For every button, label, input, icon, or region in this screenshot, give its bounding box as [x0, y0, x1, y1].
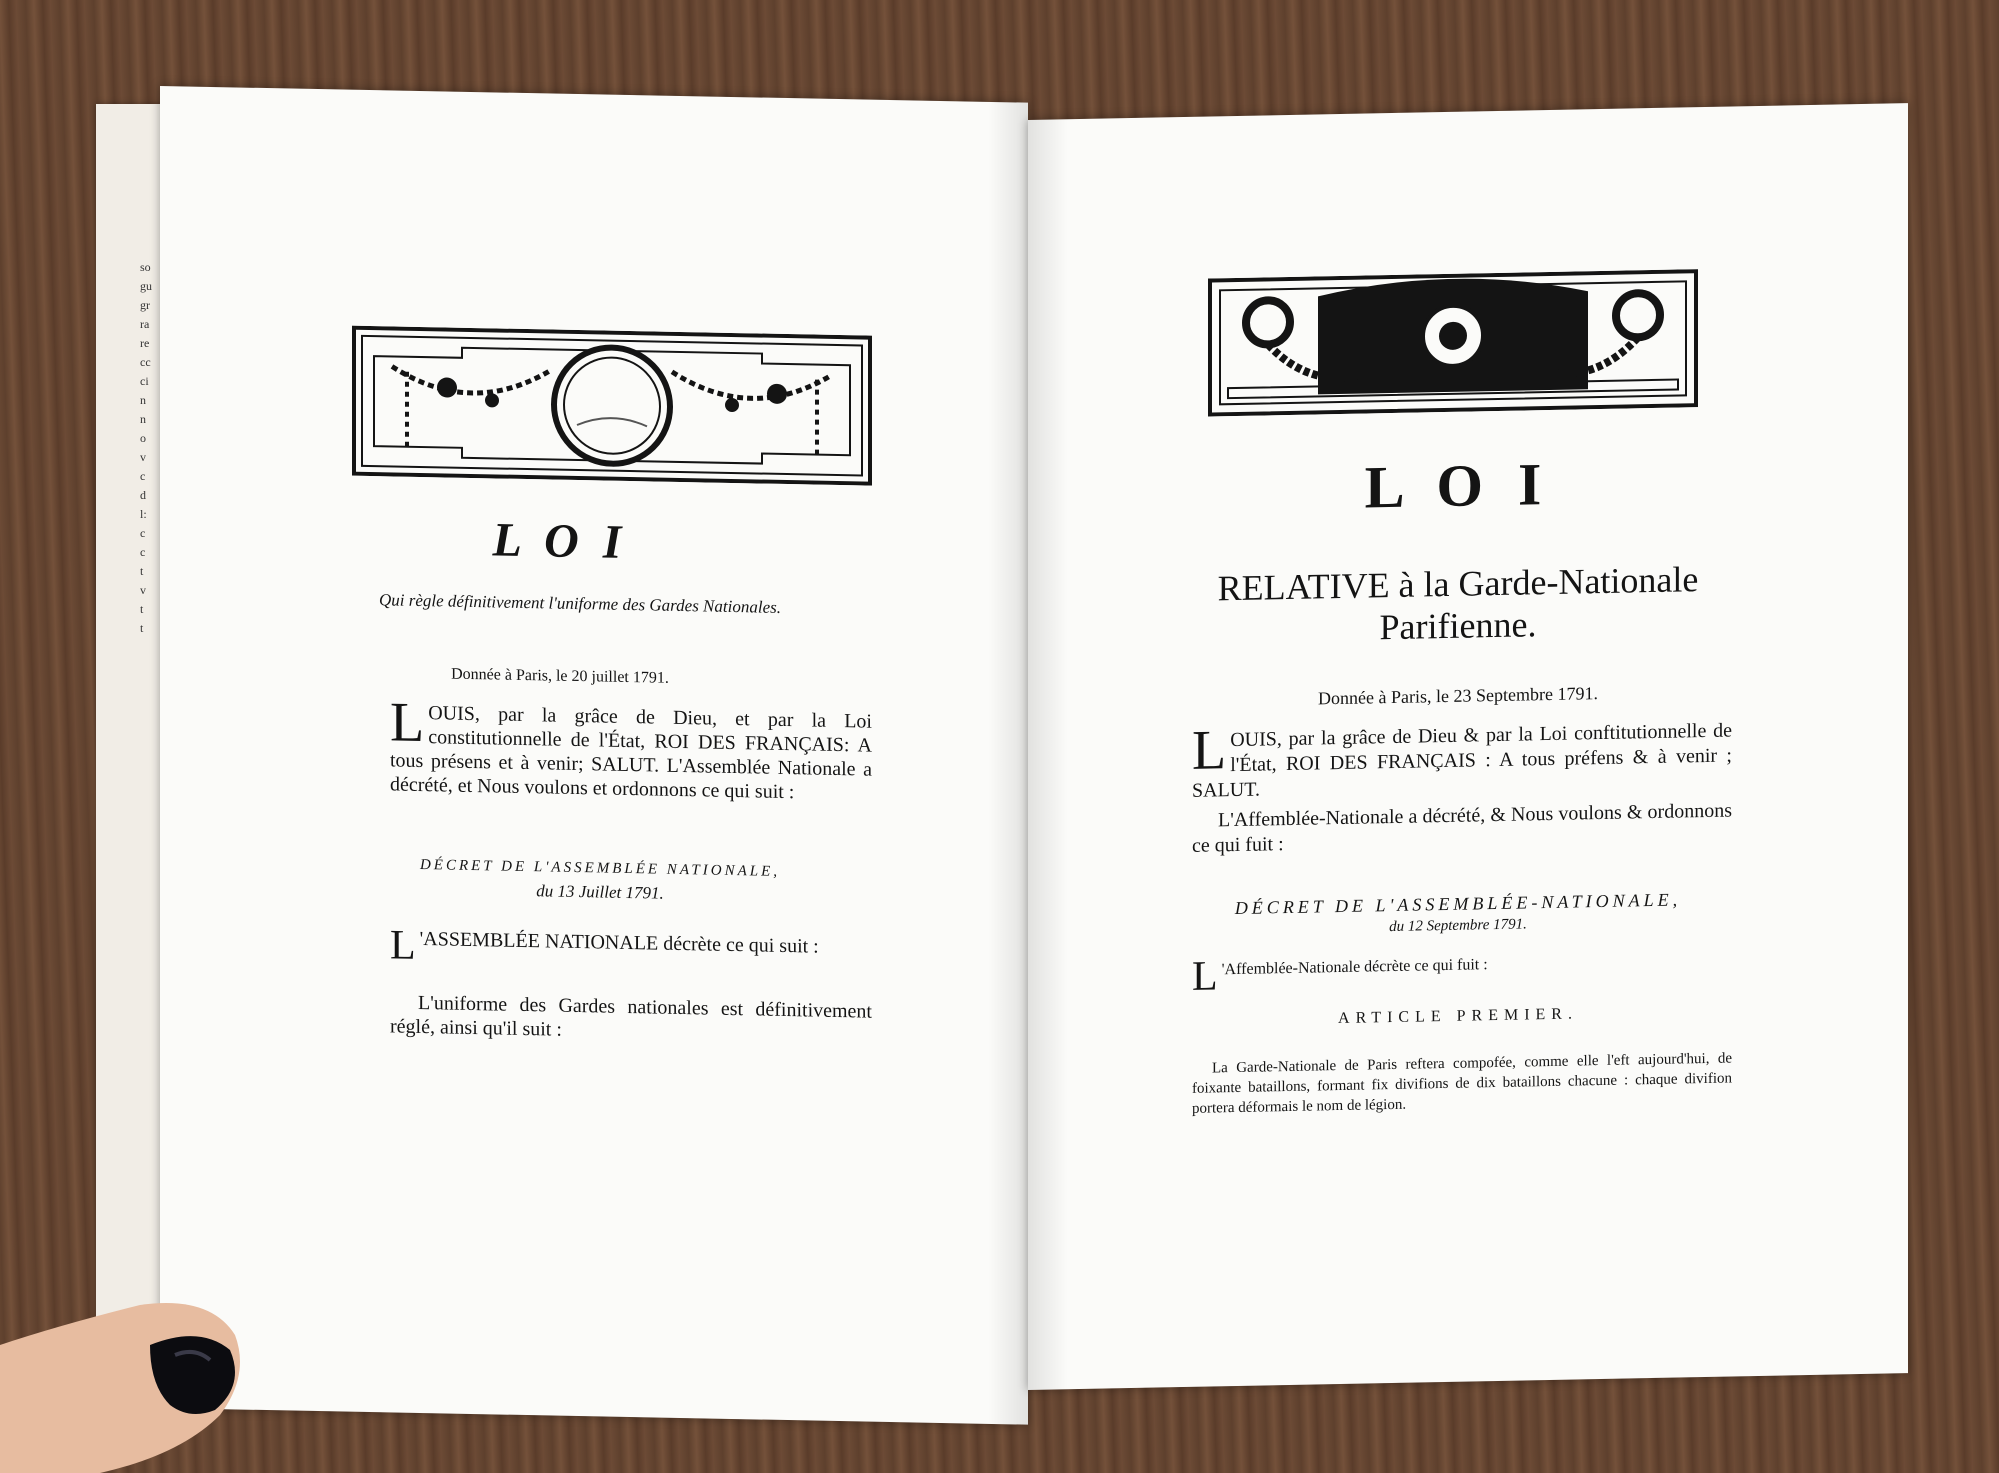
body-text: 'ASSEMBLÉE NATIONALE décrète ce qui suit : — [419, 927, 819, 958]
side-page-fragment: d — [140, 488, 146, 502]
side-page-fragment: c — [140, 545, 146, 559]
decree-title: DÉCRET DE L'ASSEMBLÉE NATIONALE, — [419, 856, 781, 880]
decree-title: DÉCRET DE L'ASSEMBLÉE-NATIONALE, — [1234, 889, 1682, 919]
left-page — [160, 86, 1028, 1425]
ornamental-header-engraving-left — [352, 326, 872, 486]
body-dropcap: L — [390, 922, 416, 969]
body-text: 'Affemblée-Nationale décrète ce qui fuit : — [1221, 956, 1488, 979]
gutter-shadow — [1028, 119, 1068, 1390]
side-page-fragment: t — [140, 621, 144, 635]
side-page-fragment: so — [140, 260, 151, 274]
side-page-fragment: n — [140, 412, 146, 426]
intro-dropcap: L — [390, 691, 425, 755]
side-page-fragment: n — [140, 393, 146, 407]
intro-text: OUIS, par la grâce de Dieu & par la Loi conftitutionnelle de l'État, ROI DES FRANÇAIS : A tous préfens & à venir ; SALUT. — [1192, 719, 1732, 802]
page-subtitle: Qui règle définitivement l'uniforme des Gardes Nationales. — [379, 590, 781, 617]
side-page-fragment: ra — [140, 317, 150, 331]
side-page-fragment: c — [140, 469, 146, 483]
side-page-fragment: cc — [140, 355, 151, 369]
side-page-fragment: v — [140, 583, 146, 597]
body-paragraph: L'uniforme des Gardes nationales est définitivement réglé, ainsi qu'il suit : — [390, 991, 872, 1041]
side-page-fragment: gr — [140, 298, 150, 312]
side-page-fragment: l: — [140, 507, 147, 521]
side-page-fragment: t — [140, 602, 144, 616]
side-page-fragment: re — [140, 336, 150, 350]
right-page — [1028, 103, 1908, 1390]
intro-dropcap: L — [1192, 719, 1227, 782]
gutter-shadow — [988, 102, 1028, 1425]
page-title: L O I — [1364, 450, 1552, 521]
body-intro — [390, 922, 872, 971]
intro-text: OUIS, par la grâce de Dieu, et par la Loi constitutionnelle de l'État, ROI DES FRANÇAIS: A tous présens et à venir; SALUT. L'Assemblée Nationale a décrété, et Nous voulons et ordonnons ce qui suit : — [390, 702, 872, 804]
side-page-fragment: v — [140, 450, 146, 464]
body-intro — [1192, 948, 1732, 1000]
page-title: L O I — [492, 513, 628, 569]
side-page-fragment: gu — [140, 279, 152, 293]
article-heading: ARTICLE PREMIER. — [1338, 1005, 1578, 1028]
ornamental-header-engraving-right — [1208, 269, 1698, 416]
side-page-fragment: ci — [140, 374, 149, 388]
side-page-fragment: o — [140, 431, 146, 445]
side-page-fragment: t — [140, 564, 144, 578]
decree-date: du 13 Juillet 1791. — [536, 881, 664, 903]
page-subtitle-line2: Parifienne. — [1379, 604, 1537, 648]
intro-paragraph — [1192, 718, 1732, 803]
date-line: Donnée à Paris, le 20 juillet 1791. — [451, 665, 669, 687]
page-subtitle-line1: RELATIVE à la Garde-Nationale — [1217, 559, 1699, 609]
article-text: La Garde-Nationale de Paris reftera compofée, comme elle l'eft aujourd'hui, de foixante bataillons, formant fix divifions de dix bataillons chacune : chaque divifion portera déformais le nom de légion. — [1192, 1050, 1732, 1117]
side-page-fragment: c — [140, 526, 146, 540]
date-line: Donnée à Paris, le 23 Septembre 1791. — [1318, 683, 1598, 709]
intro-paragraph — [390, 691, 872, 805]
intro-paragraph-2: L'Affemblée-Nationale a décrété, & Nous voulons & ordonnons ce qui fuit : — [1192, 799, 1732, 857]
decree-date: du 12 Septembre 1791. — [1389, 916, 1527, 936]
hand-thumb — [0, 1285, 260, 1473]
body-dropcap: L — [1192, 953, 1218, 1000]
